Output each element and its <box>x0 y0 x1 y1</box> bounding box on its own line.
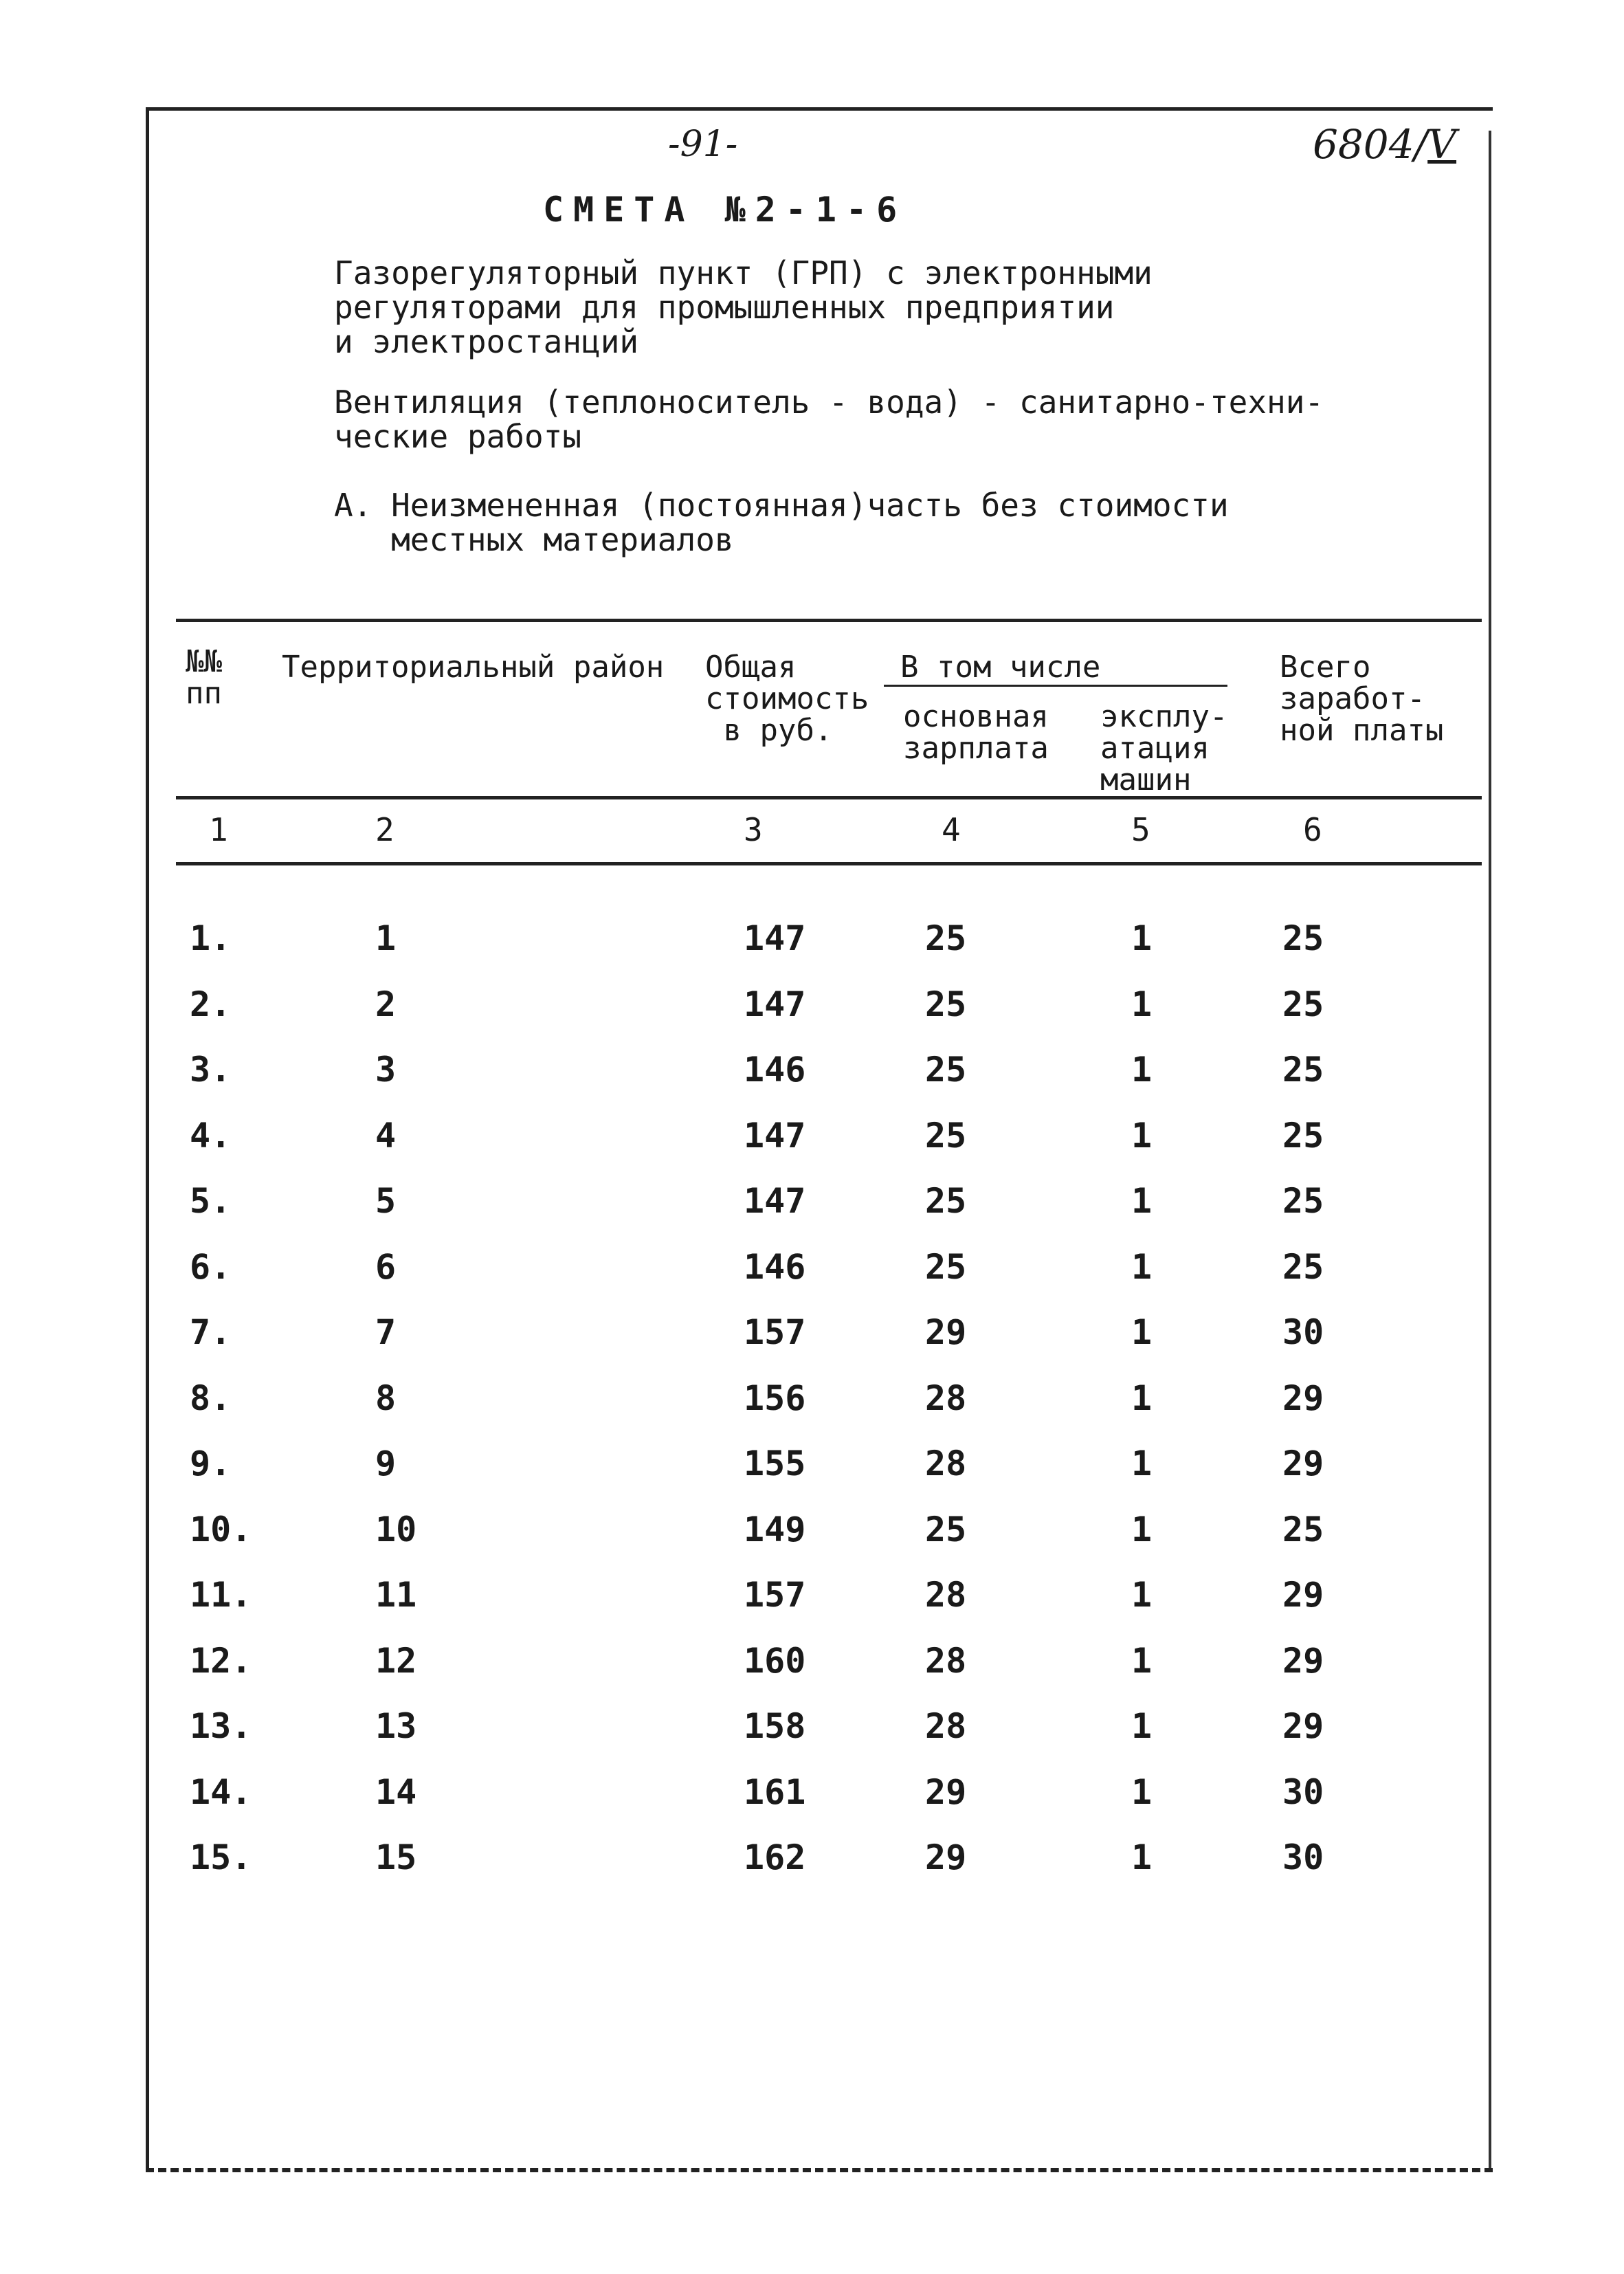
cell-base-salary: 25 <box>925 984 967 1024</box>
cell-region: 2 <box>375 984 397 1024</box>
table-row <box>176 1103 1482 1169</box>
cell-total-wages: 25 <box>1282 918 1324 958</box>
column-number: 3 <box>744 811 763 848</box>
cell-base-salary: 28 <box>925 1444 967 1483</box>
cell-row-number: 3. <box>190 1050 232 1090</box>
cell-row-number: 13. <box>190 1706 252 1746</box>
column-number: 4 <box>942 811 961 848</box>
table-row <box>176 1497 1482 1563</box>
table-row <box>176 972 1482 1038</box>
cell-region: 11 <box>375 1575 417 1615</box>
cell-region: 14 <box>375 1771 417 1812</box>
cell-region: 4 <box>375 1115 397 1156</box>
cell-region: 15 <box>375 1837 417 1877</box>
object-description: Газорегуляторный пункт (ГРП) с электронными регуляторами для промышленных предприятии и электростанций <box>334 254 1153 360</box>
cell-row-number: 12. <box>190 1640 252 1681</box>
cell-total-cost: 160 <box>744 1640 806 1681</box>
header-region: Территориальный район <box>282 650 665 685</box>
cell-total-cost: 147 <box>744 1115 806 1156</box>
page-frame-right <box>1489 131 1491 2170</box>
cell-row-number: 14. <box>190 1771 252 1812</box>
cell-region: 6 <box>375 1246 397 1287</box>
table-row <box>176 1235 1482 1301</box>
cell-machine-operation: 1 <box>1131 1246 1153 1287</box>
column-number: 1 <box>209 811 228 848</box>
cell-machine-operation: 1 <box>1131 1575 1153 1615</box>
table-header-rule <box>176 796 1482 799</box>
cell-base-salary: 29 <box>925 1837 967 1877</box>
part-description: А. Неизмененная (постоянная)часть без стоимости местных материалов <box>334 487 1229 558</box>
cell-row-number: 11. <box>190 1575 252 1615</box>
cell-total-cost: 147 <box>744 918 806 958</box>
cell-region: 3 <box>375 1050 397 1090</box>
table-row <box>176 1169 1482 1235</box>
cell-total-cost: 161 <box>744 1771 806 1812</box>
column-number: 2 <box>375 811 394 848</box>
cell-machine-operation: 1 <box>1131 1837 1153 1877</box>
cell-region: 5 <box>375 1181 397 1221</box>
cell-row-number: 9. <box>190 1444 232 1483</box>
cell-total-cost: 149 <box>744 1509 806 1549</box>
cell-total-wages: 30 <box>1282 1837 1324 1877</box>
header-total-cost: Общая стоимость в руб. <box>705 650 869 748</box>
table-row <box>176 1563 1482 1629</box>
cell-total-cost: 146 <box>744 1246 806 1287</box>
cell-total-cost: 147 <box>744 1181 806 1221</box>
cell-total-wages: 25 <box>1282 1509 1324 1549</box>
cell-machine-operation: 1 <box>1131 984 1153 1024</box>
header-row-number: №№ пп <box>186 644 222 711</box>
column-number: 5 <box>1131 811 1150 848</box>
page-frame-top <box>146 107 1493 111</box>
cell-row-number: 5. <box>190 1181 232 1221</box>
cell-base-salary: 29 <box>925 1312 967 1352</box>
cell-total-wages: 25 <box>1282 1115 1324 1156</box>
cell-machine-operation: 1 <box>1131 1378 1153 1418</box>
cell-total-cost: 156 <box>744 1378 806 1418</box>
document-code-roman: V <box>1427 121 1457 168</box>
cell-region: 10 <box>375 1509 417 1549</box>
cell-total-wages: 29 <box>1282 1444 1324 1483</box>
document-code <box>1313 121 1456 168</box>
table-row <box>176 1366 1482 1432</box>
cell-row-number: 1. <box>190 918 232 958</box>
cell-total-wages: 25 <box>1282 1181 1324 1221</box>
page-frame-bottom <box>146 2168 1493 2172</box>
table-body <box>176 906 1482 1891</box>
cell-total-wages: 30 <box>1282 1771 1324 1812</box>
column-number: 6 <box>1303 811 1322 848</box>
cell-row-number: 7. <box>190 1312 232 1352</box>
cell-machine-operation: 1 <box>1131 1115 1153 1156</box>
table-row <box>176 1760 1482 1826</box>
table-row <box>176 1037 1482 1103</box>
cell-total-wages: 25 <box>1282 1246 1324 1287</box>
cell-machine-operation: 1 <box>1131 1181 1153 1221</box>
cell-total-cost: 162 <box>744 1837 806 1877</box>
cell-base-salary: 25 <box>925 1181 967 1221</box>
table-row <box>176 1629 1482 1695</box>
cell-base-salary: 28 <box>925 1378 967 1418</box>
cell-machine-operation: 1 <box>1131 1706 1153 1746</box>
table-row <box>176 1431 1482 1497</box>
cell-total-wages: 30 <box>1282 1312 1324 1352</box>
estimate-title: СМЕТА №2-1-6 <box>543 190 907 230</box>
cell-row-number: 6. <box>190 1246 232 1287</box>
header-machine-operation: эксплу- атация машин <box>1100 699 1228 797</box>
cell-machine-operation: 1 <box>1131 1312 1153 1352</box>
cell-total-wages: 25 <box>1282 984 1324 1024</box>
cell-base-salary: 28 <box>925 1640 967 1681</box>
cell-region: 8 <box>375 1378 397 1418</box>
header-total-wages: Всего заработ- ной платы <box>1280 650 1444 748</box>
header-base-salary: основная зарплата <box>903 699 1049 766</box>
cell-machine-operation: 1 <box>1131 918 1153 958</box>
cell-region: 7 <box>375 1312 397 1352</box>
cell-total-cost: 155 <box>744 1444 806 1483</box>
cell-region: 12 <box>375 1640 417 1681</box>
cell-total-wages: 25 <box>1282 1050 1324 1090</box>
cell-region: 13 <box>375 1706 417 1746</box>
header-including-rule <box>884 685 1227 687</box>
page-number: -91- <box>668 124 738 165</box>
cell-base-salary: 28 <box>925 1575 967 1615</box>
cell-total-wages: 29 <box>1282 1378 1324 1418</box>
cell-row-number: 10. <box>190 1509 252 1549</box>
document-code-number: 6804/ <box>1313 121 1428 168</box>
table-row <box>176 1825 1482 1891</box>
table-column-number-rule <box>176 862 1482 865</box>
cell-base-salary: 25 <box>925 1050 967 1090</box>
header-including: В том числе <box>900 650 1101 685</box>
table-row <box>176 906 1482 972</box>
cell-total-cost: 147 <box>744 984 806 1024</box>
cell-row-number: 8. <box>190 1378 232 1418</box>
cell-machine-operation: 1 <box>1131 1050 1153 1090</box>
cell-total-cost: 157 <box>744 1575 806 1615</box>
cell-row-number: 15. <box>190 1837 252 1877</box>
cell-region: 1 <box>375 918 397 958</box>
cell-base-salary: 25 <box>925 918 967 958</box>
cell-machine-operation: 1 <box>1131 1509 1153 1549</box>
cell-machine-operation: 1 <box>1131 1640 1153 1681</box>
table-top-rule <box>176 619 1482 622</box>
cell-base-salary: 28 <box>925 1706 967 1746</box>
cell-machine-operation: 1 <box>1131 1771 1153 1812</box>
table-row <box>176 1300 1482 1366</box>
cell-row-number: 4. <box>190 1115 232 1156</box>
cell-base-salary: 29 <box>925 1771 967 1812</box>
page-frame-left <box>146 107 149 2170</box>
table-row <box>176 1694 1482 1760</box>
work-type: Вентиляция (теплоноситель - вода) - санитарно-техни- ческие работы <box>334 384 1324 455</box>
cell-total-cost: 157 <box>744 1312 806 1352</box>
cell-row-number: 2. <box>190 984 232 1024</box>
cell-total-wages: 29 <box>1282 1640 1324 1681</box>
cell-total-wages: 29 <box>1282 1575 1324 1615</box>
cell-total-cost: 158 <box>744 1706 806 1746</box>
cell-base-salary: 25 <box>925 1246 967 1287</box>
cell-base-salary: 25 <box>925 1115 967 1156</box>
cell-total-cost: 146 <box>744 1050 806 1090</box>
cell-machine-operation: 1 <box>1131 1444 1153 1483</box>
cell-base-salary: 25 <box>925 1509 967 1549</box>
cell-region: 9 <box>375 1444 397 1483</box>
cell-total-wages: 29 <box>1282 1706 1324 1746</box>
